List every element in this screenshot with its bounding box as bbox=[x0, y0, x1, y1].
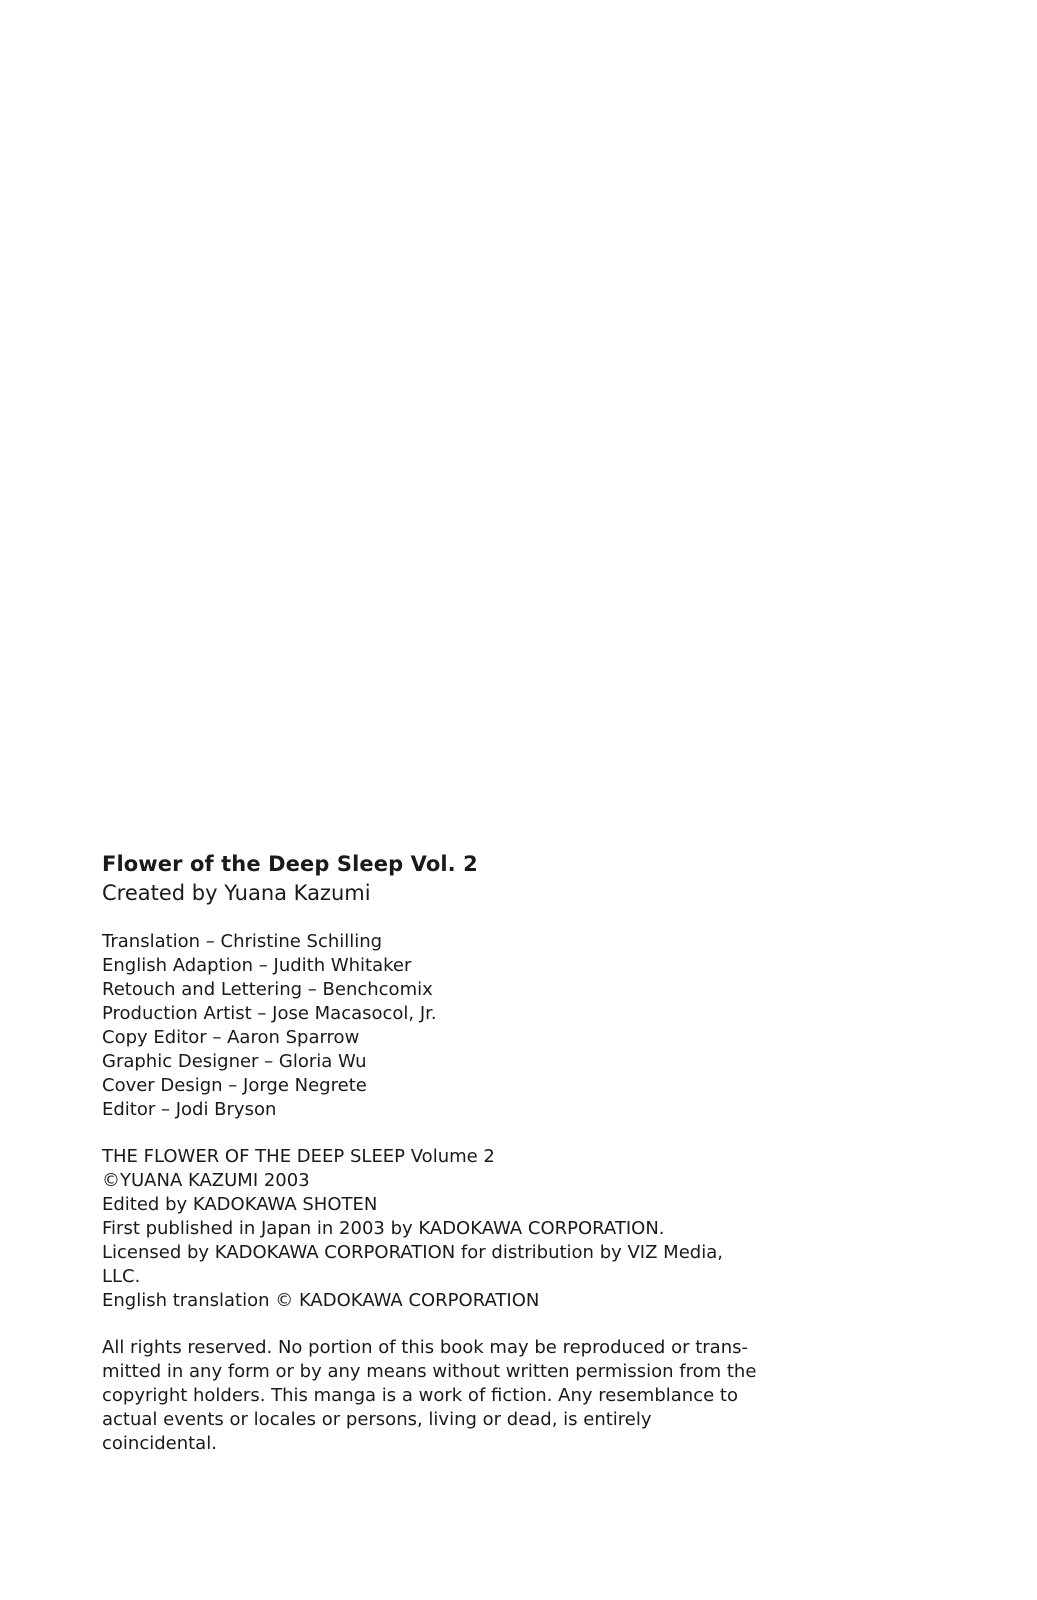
copyright-volume: THE FLOWER OF THE DEEP SLEEP Volume 2 bbox=[102, 1146, 495, 1167]
credit-editor: Editor – Jodi Bryson bbox=[102, 1099, 277, 1120]
credit-graphic-designer: Graphic Designer – Gloria Wu bbox=[102, 1051, 367, 1072]
credit-translation: Translation – Christine Schilling bbox=[102, 931, 383, 952]
creator-line: Created by Yuana Kazumi bbox=[102, 881, 371, 905]
credit-copy-editor: Copy Editor – Aaron Sparrow bbox=[102, 1027, 360, 1048]
book-title: Flower of the Deep Sleep Vol. 2 bbox=[102, 852, 478, 876]
credit-retouch-lettering: Retouch and Lettering – Benchcomix bbox=[102, 979, 433, 1000]
copyright-first-published: First published in Japan in 2003 by KADOKAWA CORPORATION. bbox=[102, 1218, 665, 1239]
credit-cover-design: Cover Design – Jorge Negrete bbox=[102, 1075, 367, 1096]
copyright-author: ©YUANA KAZUMI 2003 bbox=[102, 1170, 310, 1191]
rights-line: actual events or locales or persons, living or dead, is entirely coincidental. bbox=[102, 1409, 652, 1454]
credit-english-adaption: English Adaption – Judith Whitaker bbox=[102, 955, 412, 976]
credits-list bbox=[102, 930, 802, 1122]
copyright-edited-by: Edited by KADOKAWA SHOTEN bbox=[102, 1194, 378, 1215]
colophon bbox=[102, 850, 802, 1456]
rights-line: All rights reserved. No portion of this book may be reproduced or trans- bbox=[102, 1337, 748, 1358]
credit-production-artist: Production Artist – Jose Macasocol, Jr. bbox=[102, 1003, 437, 1024]
copyright-block bbox=[102, 1145, 802, 1313]
copyright-english-translation: English translation © KADOKAWA CORPORATION bbox=[102, 1290, 540, 1311]
rights-line: mitted in any form or by any means without written permission from the bbox=[102, 1361, 757, 1382]
rights-line: copyright holders. This manga is a work of fiction. Any resemblance to bbox=[102, 1385, 738, 1406]
copyright-licensed-by: Licensed by KADOKAWA CORPORATION for distribution by VIZ Media, LLC. bbox=[102, 1242, 723, 1287]
rights-statement bbox=[102, 1336, 772, 1456]
